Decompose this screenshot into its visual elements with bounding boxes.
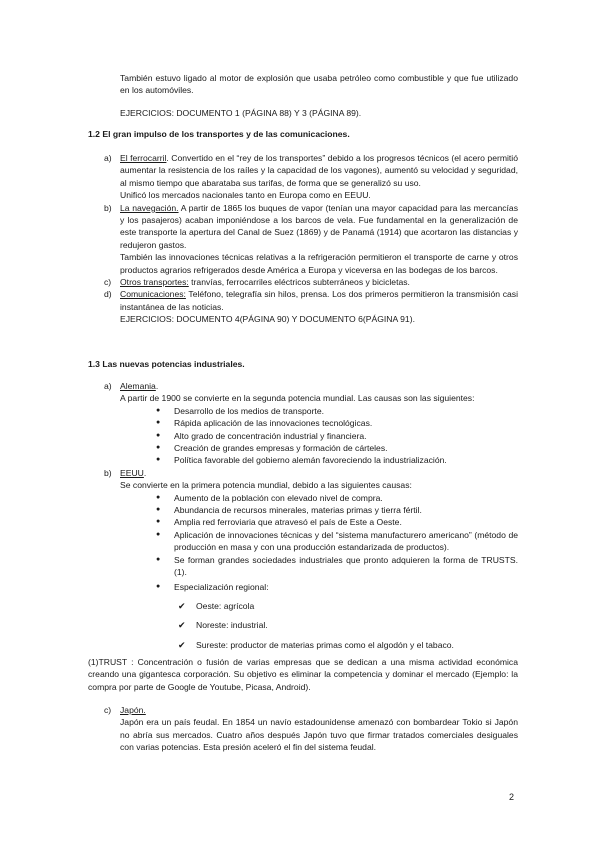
list-item: ● Alto grado de concentración industrial y financiera. xyxy=(156,430,518,442)
railway-extra: Unificó los mercados nacionales tanto en Europa como en EEUU. xyxy=(120,190,371,201)
other-transport-heading: Otros transportes: xyxy=(120,277,189,288)
list-item: ● Abundancia de recursos minerales, materias primas y tierra fértil. xyxy=(156,504,518,516)
list-item: ● Rápida aplicación de las innovaciones tecnológicas. xyxy=(156,417,518,429)
list-item: ✔ Sureste: productor de materias primas como el algodón y el tabaco. xyxy=(178,639,518,651)
section-1-2-title: 1.2 El gran impulso de los transportes y de las comunicaciones. xyxy=(88,129,350,139)
japan-heading: Japón. xyxy=(120,705,146,715)
section-1-3-body xyxy=(104,380,518,651)
list-item-usa: b) EEUU. Se convierte en la primera potencia mundial, debido a las siguientes causas: ● Aumento de la población con elevado nivel de compra. ● Abundancia de recursos minerales, materias primas y tierra fértil. ● Amplia red ferroviaria que atravesó el país de Este a Oeste. ● Aplicación de innovaciones técnicas y del “sistema manufacturero americano” (método de producción en masa y con una producción estandarizada de productos). ● Se forman grandes sociedades industriales que pronto adquieren la forma de TRUSTS.(1). ● Especialización regional: ✔ Oeste: agrícola ✔ Noreste: industrial. ✔ Sureste: productor de materias primas como el algodón y el tabaco. xyxy=(104,467,518,651)
list-item-communications: d) Comunicaciones: Teléfono, telegrafía sin hilos, prensa. Los dos primeros permitieron la transmisión casi instantánea de las noticias. EJERCICIOS: DOCUMENTO 4(PÁGINA 90) Y DOCUMENTO 6(PÁGINA 91). xyxy=(104,289,518,325)
usa-causes-list xyxy=(120,492,518,593)
navigation-heading: La navegación. xyxy=(120,202,179,213)
trust-footnote: (1)TRUST : Concentración o fusión de varias empresas que se dedican a una misma actividad económica creando una gigantesca corporación. Su objetivo es eliminar la competencia y dominar el mercado (Ejemplo: la compra por parte de Google de Youtube, Picasa, Android). xyxy=(88,657,518,692)
exercises-line-2: EJERCICIOS: DOCUMENTO 4(PÁGINA 90) Y DOCUMENTO 6(PÁGINA 91). xyxy=(120,314,415,325)
list-item: ● Creación de grandes empresas y formación de cárteles. xyxy=(156,442,518,454)
list-item: ● Política favorable del gobierno alemán favoreciendo la industrialización. xyxy=(156,454,518,466)
list-item: ✔ Oeste: agrícola xyxy=(178,600,518,612)
intro-block xyxy=(120,72,518,119)
section-1-2-body xyxy=(104,152,518,326)
intro-paragraph: También estuvo ligado al motor de explosión que usaba petróleo como combustible y que fue utilizado en los automóviles. xyxy=(120,73,518,96)
germany-heading: Alemania xyxy=(120,381,156,391)
railway-heading: El ferrocarril xyxy=(120,153,167,163)
navigation-extra: También las innovaciones técnicas relativas a la refrigeración permitieron el transporte de carne y otros productos agrarios refrigerados desde América a Europa y viceversa en las bodegas de los barcos. xyxy=(120,252,518,275)
list-item-other-transport: c) Otros transportes: tranvías, ferrocarriles eléctricos subterráneos y bicicletas. xyxy=(104,277,410,288)
communications-heading: Comunicaciones: xyxy=(120,289,186,300)
list-item: ● Amplia red ferroviaria que atravesó el país de Este a Oeste. xyxy=(156,516,518,528)
list-item: ● Especialización regional: xyxy=(156,581,518,593)
section-1-3-title: 1.3 Las nuevas potencias industriales. xyxy=(88,359,245,369)
page-number: 2 xyxy=(509,792,515,802)
list-item-germany: a) Alemania. A partir de 1900 se convierte en la segunda potencia mundial. Las causas son las siguientes: ● Desarrollo de los medios de transporte. ● Rápida aplicación de las innovaciones tecnológicas. ● Alto grado de concentración industrial y financiera. ● Creación de grandes empresas y formación de cárteles. ● Política favorable del gobierno alemán favoreciendo la industrialización. xyxy=(104,380,518,467)
list-item-railway: a) El ferrocarril. Convertido en el “rey de los transportes” debido a los progresos técnicos (el acero permitió aumentar la resistencia de los raíles y la capacidad de los vagones), aumentó su velocidad y seguridad, al mismo tiempo que abarataba sus tarifas, de forma que se generalizó su uso. Unificó los mercados nacionales tanto en Europa como en EEUU. xyxy=(104,153,518,201)
list-item-japan: c) Japón. Japón era un país feudal. En 1854 un navío estadounidense amenazó con bombardear Tokio si Japón no abría sus mercados. Cuatro años después Japón tuvo que firmar tratados comerciales desiguales con varias potencias. Esta presión aceleró el fin del sistema feudal. xyxy=(104,705,518,753)
usa-intro: Se convierte en la primera potencia mundial, debido a las siguientes causas: xyxy=(120,480,412,491)
list-item: ● Se forman grandes sociedades industriales que pronto adquieren la forma de TRUSTS.(1). xyxy=(156,554,518,579)
japan-text: Japón era un país feudal. En 1854 un navío estadounidense amenazó con bombardear Tokio si Japón no abría sus mercados. Cuatro años después Japón tuvo que firmar tratados comerciales desiguales con varias potencias. Esta presión aceleró el fin del sistema feudal. xyxy=(120,717,518,753)
exercises-line-1: EJERCICIOS: DOCUMENTO 1 (PÁGINA 88) Y 3 (PÁGINA 89). xyxy=(120,107,362,118)
usa-heading: EEUU xyxy=(120,467,144,478)
list-item: ● Aplicación de innovaciones técnicas y del “sistema manufacturero americano” (método de producción en masa y con una producción estandarizada de productos). xyxy=(156,529,518,554)
list-item-navigation: b) La navegación. A partir de 1865 los buques de vapor (tenían una mayor capacidad para las mercancías y los pasajeros) acaban imponiéndose a los barcos de vela. Fue fundamental en la generalización de este transporte la apertura del Canal de Suez (1869) y de Panamá (1914) que acortaron las distancias y redujeron gastos. También las innovaciones técnicas relativas a la refrigeración permitieron el transporte de carne y otros productos agrarios refrigerados desde América a Europa y viceversa en las bodegas de los barcos. xyxy=(104,202,519,275)
list-item: ✔ Noreste: industrial. xyxy=(178,619,518,631)
germany-causes-list xyxy=(120,405,518,467)
list-item: ● Desarrollo de los medios de transporte. xyxy=(156,405,518,417)
regional-specialization-list xyxy=(120,600,518,651)
list-item: ● Aumento de la población con elevado nivel de compra. xyxy=(156,492,518,504)
germany-intro: A partir de 1900 se convierte en la segunda potencia mundial. Las causas son las siguientes: xyxy=(120,393,475,404)
